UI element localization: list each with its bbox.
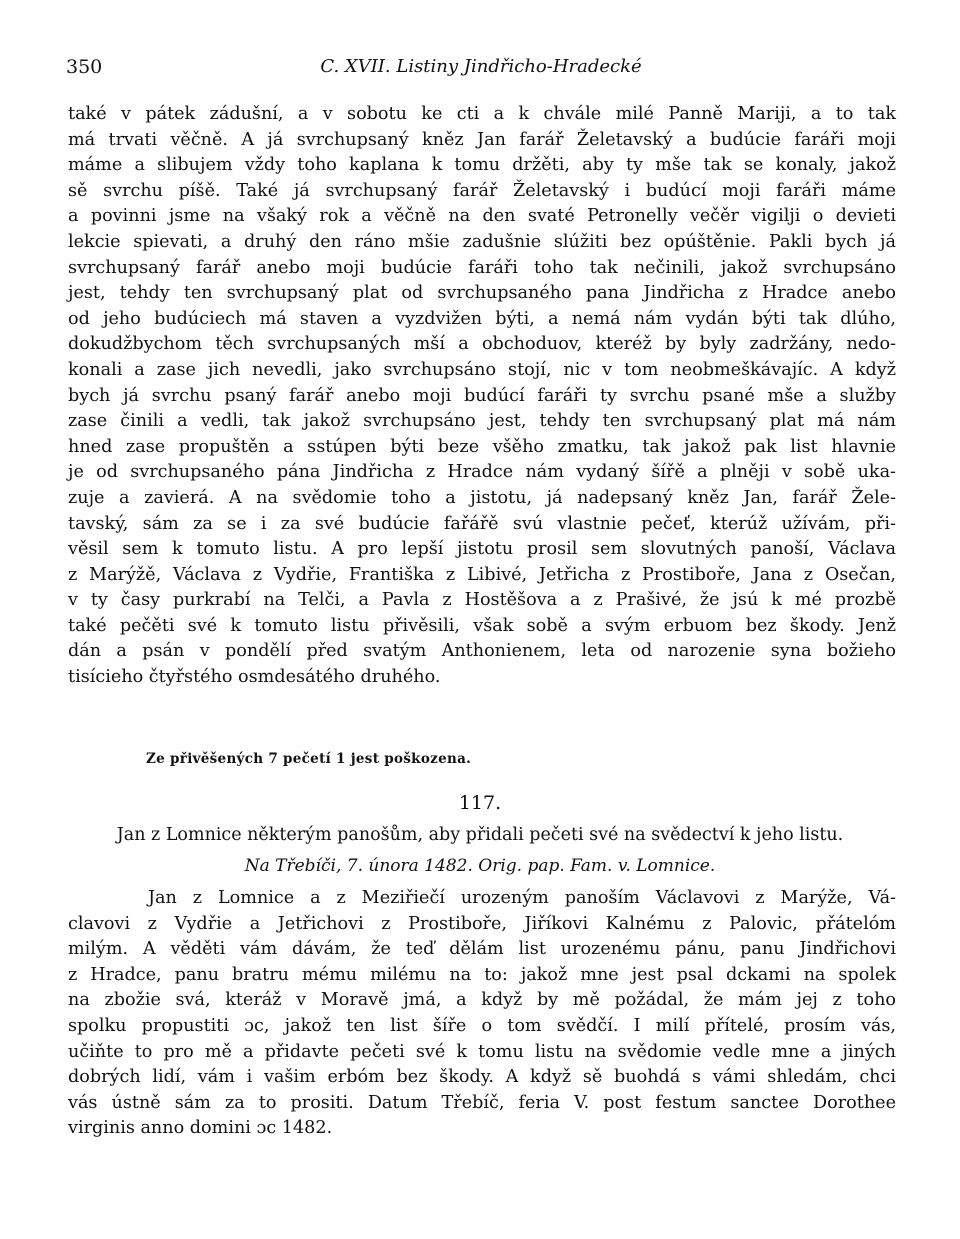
text-line: z Marýžě, Václava z Vydřie, Františka z Libivé, Jetřicha z Prostiboře, Jana z Osečan, — [68, 564, 896, 585]
text-line: zuje a zavierá. A na svědomie toho a jistotu, já nadepsaný kněz Jan, farář Žele- — [68, 487, 896, 508]
text-line: hned zase propuštěn a sstúpen býti beze všěho zmatku, tak jakož pak list hlavnie — [68, 436, 896, 457]
document-summary: Jan z Lomnice některým panošům, aby přidali pečeti své na svědectví k jeho listu. — [116, 825, 844, 845]
paragraph-continued-charter — [68, 102, 896, 691]
document-number: 117. — [458, 792, 502, 814]
document-source: Na Třebíči, 7. února 1482. Orig. pap. Fam. v. Lomnice. — [244, 856, 716, 876]
text-line: bych já svrchu psaný farář anebo moji budúcí faráři ty svrchu psané mše a služby — [68, 385, 896, 406]
text-line: také pečěti své k tomuto listu přivěsili, však sobě a svým erbuom bez škody. Jenž — [68, 615, 896, 636]
page-number: 350 — [66, 56, 103, 78]
text-line: vás ústně sám za to prositi. Datum Třebíč, feria V. post festum sanctee Dorothee — [68, 1092, 896, 1113]
text-line: virginis anno domini ɔc 1482. — [68, 1118, 333, 1139]
text-line: lekcie spievati, a druhý den ráno mšie zadušnie slúžiti bez opúštěnie. Pakli bych já — [68, 231, 896, 252]
text-line: věsil sem k tomuto listu. A pro lepší jistotu prosil sem slovutných panoší, Václava — [68, 539, 896, 560]
text-line: milým. A věděti vám dávám, že teď dělám list urozenému pánu, panu Jindřichovi — [68, 939, 896, 960]
text-line: svrchupsaný farář anebo moji budúcie faráři toho tak nečinili, jakož svrchupsáno — [68, 257, 896, 278]
text-line: tavský, sám za se i za své budúcie fařářě svú vlastnie pečeť, kterúž užívám, při- — [68, 513, 896, 534]
text-line: a povinni jsme na všaký rok a věčně na den svaté Petronelly večěr vigilji o devieti — [68, 206, 896, 227]
text-line: zase činili a vedli, tak jakož svrchupsáno jest, tehdy ten svrchupsaný plat má nám — [68, 411, 896, 432]
paragraph-letter — [68, 886, 896, 1142]
text-line: dobrých lidí, vám i vašim erbóm bez škody. A když sě buohdá s vámi shledám, chci — [68, 1067, 896, 1088]
text-line: clavovi z Vydřie a Jetřichovi z Prostiboře, Jiříkovi Kalnému z Palovic, přátelóm — [68, 913, 896, 934]
seal-note: Ze přivěšených 7 pečetí 1 jest poškozena. — [146, 751, 472, 767]
text-line: spolku propustiti ɔc, jakož ten list šíře o tom svědčí. I milí přítelé, prosím vás, — [68, 1015, 896, 1036]
text-line: tisícieho čtyřstého osmdesátého druhého. — [68, 667, 441, 688]
running-title: C. XVII. Listiny Jindřicho-Hradecké — [320, 56, 642, 77]
text-line: také v pátek zádušní, a v sobotu ke cti a k chvále milé Panně Mariji, a to tak — [68, 104, 896, 124]
text-line: z Hradce, panu bratru mému milému na to: jakož mne jest psal dckami na spolek — [68, 964, 896, 985]
text-line: konali a zase jich nevedli, jako svrchupsáno stojí, nic v tom neobmeškávajíc. A když — [68, 359, 896, 380]
text-line: sě svrchu píšě. Také já svrchupsaný farář Želetavský i budúcí moji faráři máme — [68, 180, 896, 201]
running-header — [66, 56, 896, 86]
text-line: na zbožie svá, kteráž v Moravě jmá, a když by mě požádal, že mám jej z toho — [68, 990, 896, 1011]
text-line: je od svrchupsaného pána Jindřicha z Hradce nám vydaný šířě a plněji v sobě uka- — [68, 462, 896, 483]
text-line: učiňte to pro mě a přidavte pečeti své k tomu listu na svědomie vedle mne a jiných — [68, 1041, 896, 1062]
text-line: od jeho budúciech má staven a vyzdvižen býti, a nemá nám vydán býti tak dlúho, — [68, 308, 896, 329]
text-line: má trvati věčně. A já svrchupsaný kněz Jan farář Želetavský a budúcie faráři moji — [68, 129, 896, 150]
text-line: v ty časy purkrabí na Telči, a Pavla z Hostěšova a z Prašivé, že jsú k mé prozbě — [68, 590, 896, 611]
text-line: jest, tehdy ten svrchupsaný plat od svrchupsaného pana Jindřicha z Hradce anebo — [68, 283, 896, 304]
text-line: dán a psán v pondělí před svatým Anthonienem, leta od narozenie syna božieho — [68, 641, 896, 662]
text-line: máme a slibujem vždy toho kaplana k tomu držěti, aby ty mše tak se konaly, jakož — [68, 155, 896, 176]
text-line: dokudžbychom těch svrchupsaných mší a obchoduov, kteréž by byly zadržány, nedo- — [68, 334, 896, 355]
text-line: Jan z Lomnice a z Meziřiečí urozeným panoším Václavovi z Marýže, Vá- — [148, 888, 896, 908]
